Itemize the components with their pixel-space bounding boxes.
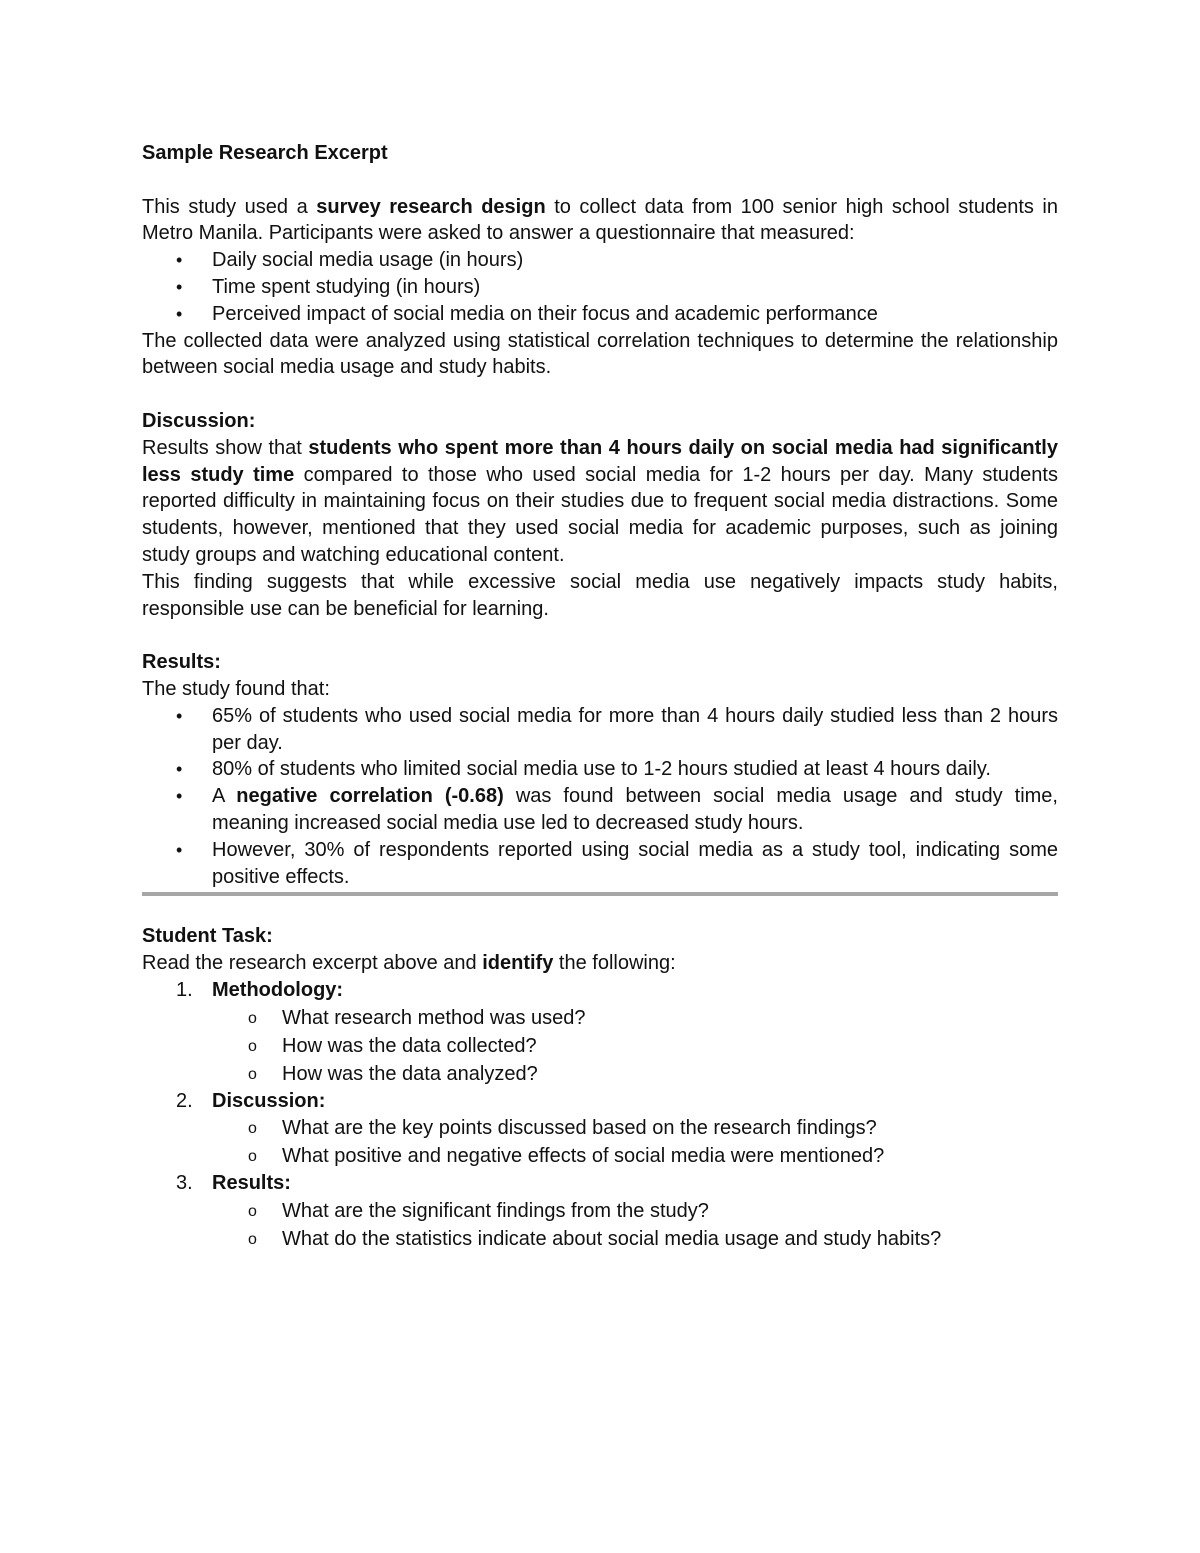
- circle-bullet-icon: o: [248, 1065, 257, 1083]
- task-item-results: [142, 1170, 1058, 1253]
- list-item: [142, 703, 1058, 757]
- list-item-text: A: [212, 785, 237, 808]
- task-label: Methodology:: [212, 978, 344, 1001]
- discussion-heading: Discussion:: [142, 409, 256, 432]
- question-text: What do the statistics indicate about social media usage and study habits?: [282, 1228, 942, 1251]
- results-intro: The study found that:: [142, 677, 330, 700]
- circle-bullet-icon: o: [248, 1148, 257, 1166]
- correlation-bold-text: negative correlation (-0.68): [236, 785, 504, 808]
- question-text: What are the key points discussed based on the research findings?: [282, 1117, 877, 1140]
- discussion-bold-text: students who spent more than 4 hours daily on social media had significantly less study time: [142, 436, 1058, 486]
- list-item-text-end: was found between social media usage and study time, meaning increased social media use led to decreased study hours.: [212, 785, 1058, 834]
- task-item-methodology: [142, 977, 1058, 1088]
- intro-text: This study used a: [142, 195, 317, 218]
- circle-bullet-icon: o: [248, 1009, 257, 1027]
- bullet-icon: •: [176, 705, 183, 726]
- bullet-icon: •: [176, 786, 183, 807]
- list-item-text: Daily social media usage (in hours): [212, 249, 524, 272]
- question-text: What research method was used?: [282, 1006, 586, 1029]
- task-intro-text-end: the following:: [553, 951, 676, 974]
- task-intro: [142, 950, 1058, 977]
- methodology-closing: The collected data were analyzed using statistical correlation techniques to determine the relationship between social media usage and study habits.: [142, 329, 1058, 379]
- question-item: [212, 1142, 1058, 1170]
- discussion-conclusion: This finding suggests that while excessive social media use negatively impacts study habits, responsible use can be beneficial for learning.: [142, 570, 1058, 620]
- question-text: What positive and negative effects of social media were mentioned?: [282, 1145, 885, 1168]
- question-item: [212, 1060, 1058, 1088]
- list-item-text: 80% of students who limited social media use to 1-2 hours studied at least 4 hours daily.: [212, 758, 991, 781]
- task-intro-text: Read the research excerpt above and: [142, 951, 483, 974]
- task-item-discussion: [142, 1088, 1058, 1171]
- task-label: Results:: [212, 1172, 291, 1195]
- discussion-text: Results show that: [142, 436, 309, 459]
- list-item: [142, 837, 1058, 891]
- list-item: [142, 274, 1058, 301]
- question-list: [212, 1197, 1058, 1253]
- intro-text-end: to collect data from 100 senior high school students in Metro Manila. Participants were asked to answer a questionnaire that measured:: [142, 195, 1058, 245]
- task-label: Discussion:: [212, 1089, 326, 1112]
- results-list: [142, 703, 1058, 891]
- list-item: [142, 247, 1058, 274]
- document-title: Sample Research Excerpt: [142, 142, 388, 164]
- circle-bullet-icon: o: [248, 1203, 257, 1221]
- results-heading: Results:: [142, 651, 221, 674]
- question-list: [212, 1004, 1058, 1088]
- list-item-text: However, 30% of respondents reported using social media as a study tool, indicating some positive effects.: [212, 838, 1058, 888]
- question-item: [212, 1197, 1058, 1225]
- bullet-icon: •: [176, 250, 183, 271]
- list-item-text: 65% of students who used social media for more than 4 hours daily studied less than 2 hours per day.: [212, 704, 1058, 754]
- question-text: What are the significant findings from the study?: [282, 1200, 709, 1223]
- question-text: How was the data analyzed?: [282, 1062, 538, 1085]
- question-item: [212, 1225, 1058, 1253]
- discussion-paragraph: [142, 435, 1058, 569]
- list-item: [142, 756, 1058, 783]
- task-number: 3.: [176, 1172, 193, 1195]
- measure-list: [142, 247, 1058, 327]
- bullet-icon: •: [176, 276, 183, 297]
- list-item: [142, 301, 1058, 328]
- intro-bold-text: survey research design: [316, 195, 546, 218]
- task-list: [142, 977, 1058, 1253]
- question-list: [212, 1114, 1058, 1170]
- task-heading: Student Task:: [142, 925, 273, 948]
- circle-bullet-icon: o: [248, 1231, 257, 1249]
- question-text: How was the data collected?: [282, 1034, 537, 1057]
- circle-bullet-icon: o: [248, 1037, 257, 1055]
- task-number: 2.: [176, 1089, 193, 1112]
- question-item: [212, 1004, 1058, 1032]
- question-item: [212, 1032, 1058, 1060]
- circle-bullet-icon: o: [248, 1120, 257, 1138]
- bullet-icon: •: [176, 839, 183, 860]
- bullet-icon: •: [176, 303, 183, 324]
- horizontal-divider: [142, 892, 1058, 896]
- list-item-text: Perceived impact of social media on their focus and academic performance: [212, 302, 878, 325]
- bullet-icon: •: [176, 759, 183, 780]
- discussion-text-end: compared to those who used social media for 1-2 hours per day. Many students reported difficulty in maintaining focus on their studies due to frequent social media distractions. Some students, however, mentioned that they used social media for academic purposes, such as joining study groups and watching educational content.: [142, 463, 1058, 566]
- question-item: [212, 1114, 1058, 1142]
- task-number: 1.: [176, 978, 193, 1001]
- list-item-text: Time spent studying (in hours): [212, 275, 481, 298]
- task-intro-bold-text: identify: [482, 951, 554, 974]
- document-page: [142, 140, 1058, 1253]
- methodology-intro: [142, 194, 1058, 248]
- list-item: [142, 783, 1058, 837]
